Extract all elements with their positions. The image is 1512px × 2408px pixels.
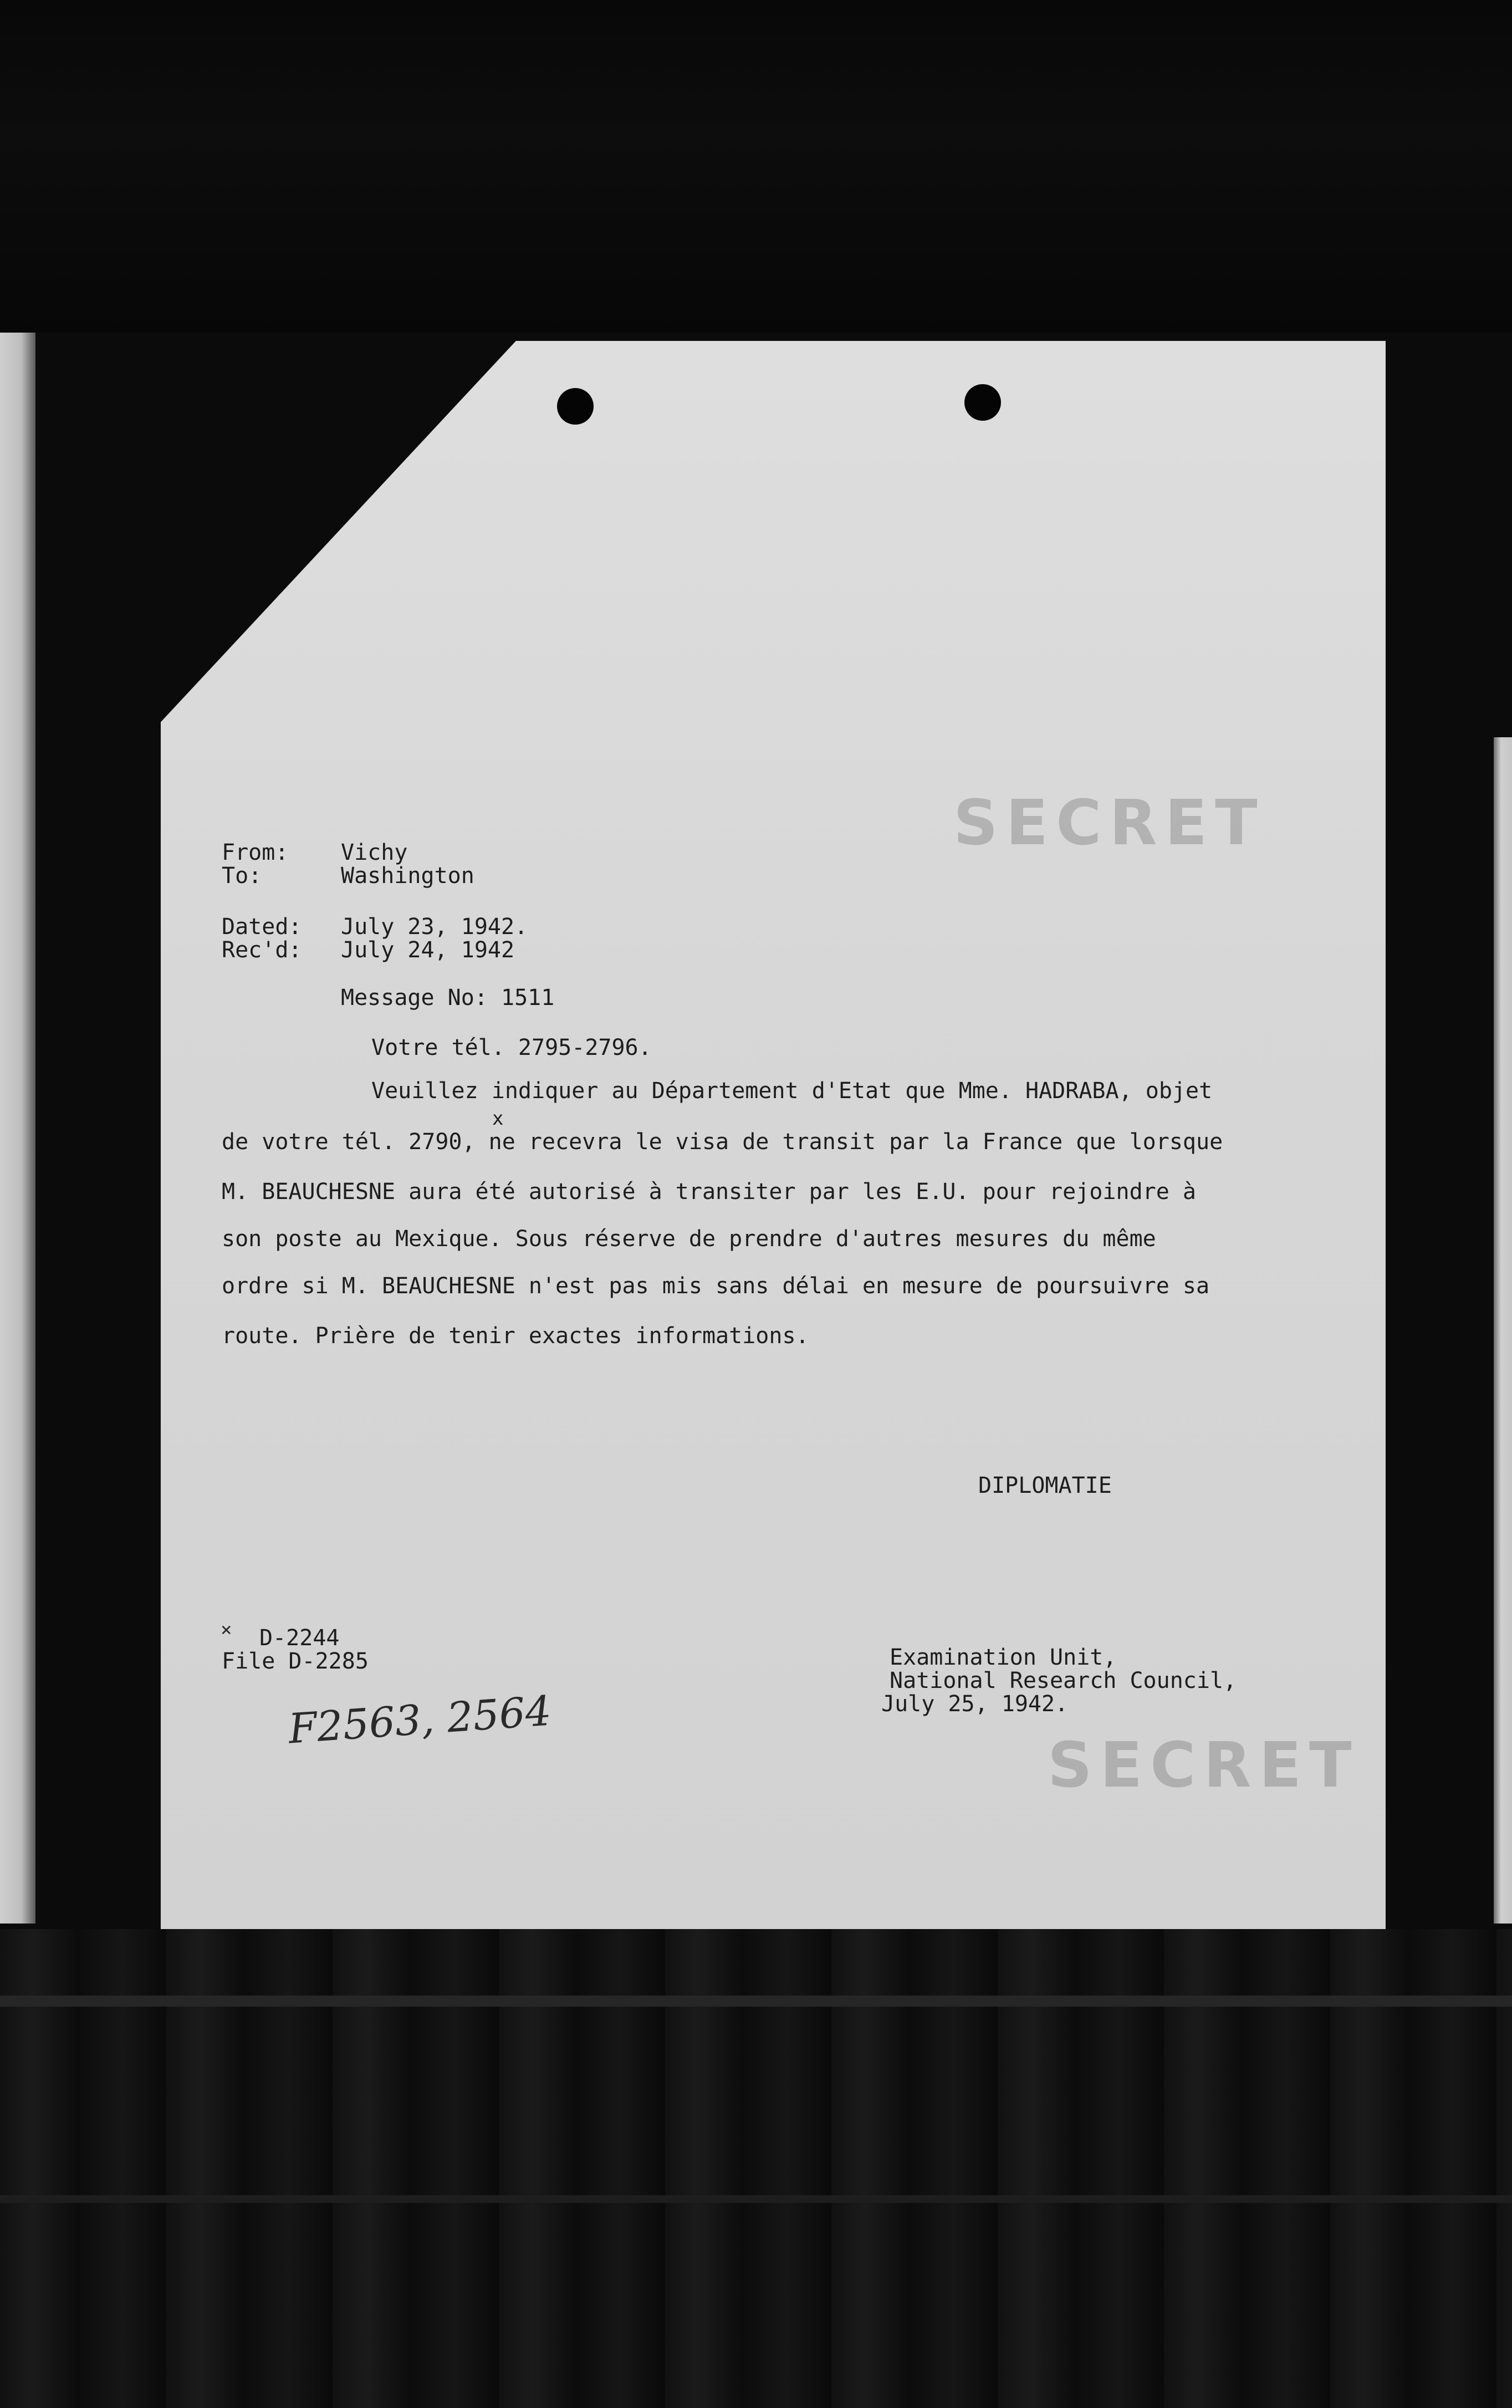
received-label: Rec'd:: [222, 937, 302, 963]
unit-line: Examination Unit,: [890, 1645, 1117, 1670]
paragraph-line: M. BEAUCHESNE aura été autorisé à transiter par les E.U. pour rejoindre à: [222, 1179, 1196, 1205]
adjacent-page-left: [0, 333, 35, 1924]
handwritten-note: F2563, 2564: [287, 1687, 553, 1753]
to-value: Washington: [341, 863, 474, 889]
reference-line: Votre tél. 2795-2796.: [371, 1035, 652, 1060]
secret-stamp: SECRET: [1048, 1730, 1360, 1802]
paragraph-line: route. Prière de tenir exactes informations.: [222, 1323, 809, 1349]
paragraph-line: ordre si M. BEAUCHESNE n'est pas mis sans délai en mesure de poursuivre sa: [222, 1273, 1210, 1299]
punch-hole: [964, 384, 1001, 421]
reference-number: D-2244: [259, 1625, 340, 1651]
from-value: Vichy: [341, 840, 408, 865]
received-value: July 24, 1942: [341, 937, 515, 963]
punch-hole: [557, 388, 594, 425]
dated-value: July 23, 1942.: [341, 914, 528, 940]
x-mark: x: [492, 1108, 504, 1130]
unit-line: National Research Council,: [890, 1668, 1237, 1693]
file-reference: File D-2285: [222, 1649, 369, 1674]
film-strip-line: [0, 1996, 1512, 2007]
message-number: Message No: 1511: [341, 985, 555, 1011]
signature: DIPLOMATIE: [978, 1473, 1112, 1498]
secret-stamp: SECRET: [953, 787, 1265, 859]
paragraph-line: de votre tél. 2790, ne recevra le visa de transit par la France que lorsque: [222, 1129, 1223, 1155]
film-strip-line: [0, 2195, 1512, 2203]
paragraph-line: Veuillez indiquer au Département d'Etat que Mme. HADRABA, objet: [371, 1078, 1213, 1104]
dated-label: Dated:: [222, 914, 302, 940]
from-label: From:: [222, 840, 289, 865]
paragraph-line: son poste au Mexique. Sous réserve de prendre d'autres mesures du même: [222, 1226, 1156, 1252]
to-label: To:: [222, 863, 262, 889]
film-border-top: [0, 0, 1512, 333]
adjacent-page-right: [1494, 737, 1512, 1924]
check-mark: ×: [221, 1619, 232, 1641]
unit-line: July 25, 1942.: [881, 1691, 1069, 1717]
